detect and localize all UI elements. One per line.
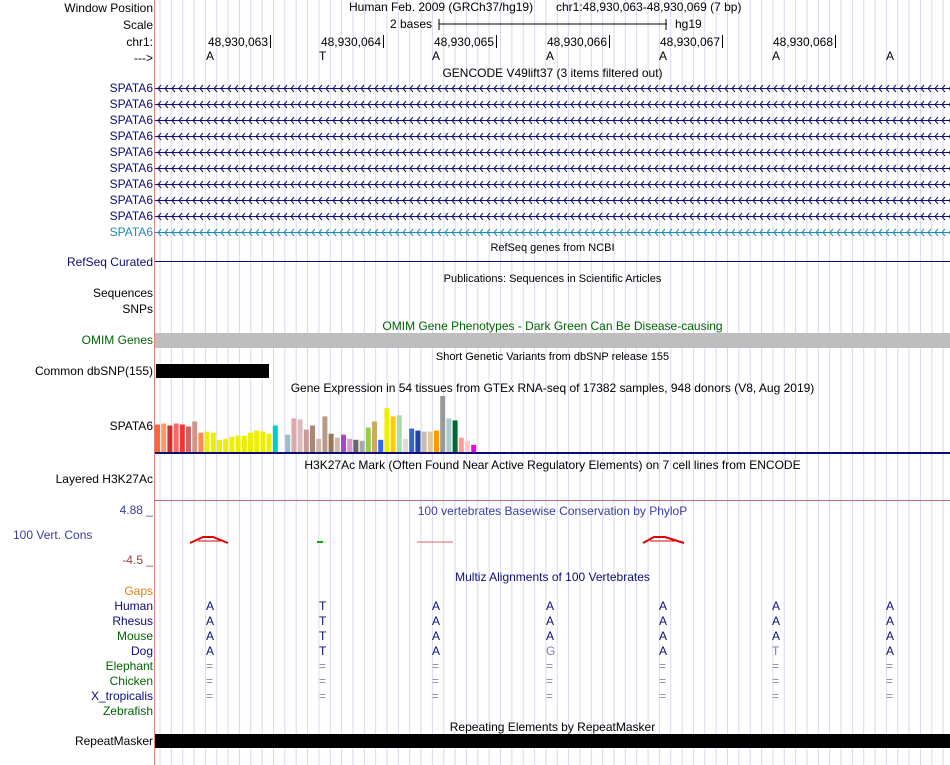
gencode-transcript-line[interactable]	[155, 164, 950, 173]
alignment-base: =	[659, 689, 667, 703]
phylop-max-label: 4.88 _	[119, 503, 153, 517]
gtex-tissue-bar[interactable]	[465, 441, 470, 452]
gtex-tissue-bar[interactable]	[459, 438, 464, 452]
gtex-tissue-bar[interactable]	[397, 415, 402, 452]
alignment-base: T	[772, 644, 780, 658]
refseq-curated-label[interactable]: RefSeq Curated	[66, 255, 153, 269]
alignment-base: T	[319, 599, 327, 613]
ruler-tick-label: 48,930,064	[320, 35, 381, 49]
dbsnp-title: Short Genetic Variants from dbSNP release 155	[435, 351, 670, 363]
gtex-tissue-bar[interactable]	[329, 434, 334, 452]
scale-bar	[438, 17, 668, 31]
omim-title: OMIM Gene Phenotypes - Dark Green Can Be Disease-causing	[382, 319, 723, 333]
alignment-base: A	[432, 614, 441, 628]
gtex-tissue-bar[interactable]	[347, 439, 352, 452]
gencode-transcript-line[interactable]	[155, 228, 950, 237]
ruler-tick-mark	[722, 35, 723, 48]
gtex-tissue-bar[interactable]	[440, 396, 445, 452]
ruler-tick-mark	[270, 35, 271, 48]
species-label[interactable]: Zebrafish	[102, 704, 153, 718]
alignment-base: =	[319, 659, 327, 673]
gencode-transcript-line[interactable]	[155, 180, 950, 189]
gencode-item-label[interactable]: SPATA6	[109, 81, 153, 95]
gtex-tissue-bar[interactable]	[291, 418, 296, 452]
alignment-base: =	[319, 674, 327, 688]
ruler-tick-mark	[609, 35, 610, 48]
gencode-item-label[interactable]: SPATA6	[109, 193, 153, 207]
gencode-transcript-line[interactable]	[155, 148, 950, 157]
gtex-tissue-bar[interactable]	[285, 435, 290, 452]
alignment-base: A	[206, 614, 215, 628]
refseq-title: RefSeq genes from NCBI	[490, 242, 615, 254]
alignment-base: =	[206, 689, 214, 703]
gtex-tissue-bar[interactable]	[310, 426, 315, 453]
repeatmasker-title: Repeating Elements by RepeatMasker	[449, 720, 656, 734]
gtex-tissue-bar[interactable]	[409, 429, 414, 452]
strand-label: --->	[134, 51, 153, 65]
alignment-base: =	[319, 689, 327, 703]
gtex-tissue-bar[interactable]	[335, 438, 340, 452]
gtex-tissue-bar[interactable]	[415, 431, 420, 452]
dbsnp-variant-bar[interactable]	[156, 364, 269, 378]
ruler-tick-mark	[383, 35, 384, 48]
repeatmasker-label[interactable]: RepeatMasker	[74, 734, 153, 748]
omim-genes-label[interactable]: OMIM Genes	[81, 333, 153, 347]
omim-phenotype-bar[interactable]	[155, 333, 950, 348]
scale-text: 2 bases	[390, 17, 433, 31]
h3k27ac-baseline	[155, 500, 950, 501]
alignment-base: A	[659, 599, 668, 613]
gencode-item-label[interactable]: SPATA6	[109, 161, 153, 175]
gencode-transcript-line[interactable]	[155, 100, 950, 109]
gtex-tissue-bar[interactable]	[378, 440, 383, 452]
gtex-spata6-label[interactable]: SPATA6	[109, 419, 153, 433]
multiz-title: Multiz Alignments of 100 Vertebrates	[455, 570, 650, 584]
gtex-tissue-bar[interactable]	[155, 425, 160, 453]
gtex-tissue-bar[interactable]	[391, 416, 396, 452]
gtex-tissue-bar[interactable]	[366, 428, 371, 452]
gencode-item-label[interactable]: SPATA6	[109, 209, 153, 223]
alignment-base: =	[659, 659, 667, 673]
gencode-item-label[interactable]: SPATA6	[109, 97, 153, 111]
gtex-tissue-bar[interactable]	[161, 424, 166, 453]
alignment-base: =	[546, 689, 554, 703]
alignment-base: T	[319, 614, 327, 628]
ruler-tick-label: 48,930,066	[546, 35, 607, 49]
reference-base: A	[659, 49, 668, 63]
alignment-base: =	[659, 674, 667, 688]
gtex-tissue-bar[interactable]	[384, 408, 389, 452]
gtex-tissue-bar[interactable]	[248, 433, 253, 452]
gtex-tissue-bar[interactable]	[186, 427, 191, 453]
alignment-base: A	[546, 614, 555, 628]
alignment-base: A	[886, 614, 895, 628]
alignment-base: A	[772, 614, 781, 628]
gtex-tissue-bar[interactable]	[341, 435, 346, 452]
sequences-label[interactable]: Sequences	[92, 286, 153, 300]
reference-base: A	[886, 49, 895, 63]
ruler-tick-label: 48,930,065	[433, 35, 494, 49]
reference-base: A	[206, 49, 215, 63]
alignment-base: A	[886, 644, 895, 658]
alignment-base: T	[319, 644, 327, 658]
gtex-tissue-bar[interactable]	[267, 434, 272, 452]
ruler-tick-label: 48,930,067	[659, 35, 720, 49]
gencode-item-label[interactable]: SPATA6	[109, 113, 153, 127]
ruler-tick-label: 48,930,063	[207, 35, 268, 49]
h3k27ac-title: H3K27Ac Mark (Often Found Near Active Regulatory Elements) on 7 cell lines from ENCODE	[304, 458, 801, 472]
scale-label: Scale	[122, 18, 153, 32]
gtex-title: Gene Expression in 54 tissues from GTEx RNA-seq of 17382 samples, 948 donors (V8, Aug 2019)	[290, 381, 815, 395]
alignment-base: =	[206, 674, 214, 688]
gencode-item-label[interactable]: SPATA6	[109, 225, 153, 239]
phylop-min-label: -4.5 _	[122, 553, 153, 567]
gtex-tissue-bar[interactable]	[428, 432, 433, 452]
alignment-base: A	[432, 644, 441, 658]
alignment-base: A	[546, 599, 555, 613]
alignment-base: A	[432, 629, 441, 643]
alignment-base: A	[432, 599, 441, 613]
gtex-tissue-bar[interactable]	[471, 445, 476, 452]
alignment-base: A	[206, 599, 215, 613]
alignment-base: A	[886, 629, 895, 643]
gencode-transcript-line[interactable]	[155, 196, 950, 205]
gtex-tissue-bar[interactable]	[260, 432, 265, 452]
gtex-tissue-bar[interactable]	[353, 440, 358, 452]
gtex-tissue-bar[interactable]	[180, 425, 185, 453]
species-label[interactable]: X_tropicalis	[90, 689, 153, 703]
gencode-title: GENCODE V49lift37 (3 items filtered out)	[442, 66, 663, 80]
alignment-base: =	[546, 674, 554, 688]
species-label[interactable]: Human	[114, 599, 153, 613]
gtex-tissue-bar[interactable]	[167, 426, 172, 453]
alignment-base: A	[772, 599, 781, 613]
gencode-item-label[interactable]: SPATA6	[109, 129, 153, 143]
alignment-base: =	[886, 659, 894, 673]
window-position-label: Window Position	[64, 1, 153, 15]
gtex-tissue-bar[interactable]	[254, 431, 259, 452]
gtex-tissue-bar[interactable]	[211, 433, 216, 452]
layered-h3k27ac-label[interactable]: Layered H3K27Ac	[55, 472, 153, 486]
ruler-tick-mark	[496, 35, 497, 48]
alignment-base: A	[206, 629, 215, 643]
species-label[interactable]: Dog	[130, 644, 153, 658]
gtex-tissue-bar[interactable]	[229, 437, 234, 452]
gencode-item-label[interactable]: SPATA6	[109, 145, 153, 159]
alignment-base: =	[886, 674, 894, 688]
alignment-base: A	[772, 629, 781, 643]
alignment-base: =	[206, 659, 214, 673]
gencode-transcript-line[interactable]	[155, 84, 950, 93]
species-label[interactable]: Chicken	[109, 674, 153, 688]
alignment-base: =	[772, 674, 780, 688]
alignment-base: =	[432, 674, 440, 688]
track-data-area[interactable]	[155, 0, 950, 765]
alignment-base: A	[659, 629, 668, 643]
common-dbsnp-label[interactable]: Common dbSNP(155)	[34, 364, 153, 378]
repeatmasker-element-bar[interactable]	[155, 734, 950, 748]
scale-db: hg19	[675, 17, 702, 31]
reference-base: A	[772, 49, 781, 63]
gtex-tissue-bar[interactable]	[223, 439, 228, 452]
reference-base: A	[546, 49, 555, 63]
alignment-base: =	[546, 659, 554, 673]
reference-base: T	[319, 49, 327, 63]
snps-label[interactable]: SNPs	[122, 302, 153, 316]
alignment-base: A	[546, 629, 555, 643]
ruler-tick-label: 48,930,068	[772, 35, 833, 49]
vert-cons-label[interactable]: 100 Vert. Cons	[13, 528, 93, 542]
gtex-tissue-bar[interactable]	[372, 422, 377, 453]
gtex-expression-chart[interactable]	[155, 395, 950, 455]
gaps-label: Gaps	[124, 584, 153, 598]
gtex-tissue-bar[interactable]	[403, 439, 408, 452]
alignment-base: =	[772, 689, 780, 703]
gtex-tissue-bar[interactable]	[174, 424, 179, 453]
alignment-base: A	[659, 644, 668, 658]
gtex-tissue-bar[interactable]	[242, 436, 247, 452]
gtex-tissue-bar[interactable]	[198, 433, 203, 452]
gtex-tissue-bar[interactable]	[217, 440, 222, 452]
species-label[interactable]: Mouse	[116, 629, 153, 643]
species-label[interactable]: Elephant	[105, 659, 153, 673]
gtex-tissue-bar[interactable]	[322, 416, 327, 452]
gtex-tissue-bar[interactable]	[422, 432, 427, 452]
gtex-tissue-bar[interactable]	[434, 431, 439, 452]
alignment-base: A	[886, 599, 895, 613]
gencode-transcript-line[interactable]	[155, 132, 950, 141]
alignment-base: =	[432, 659, 440, 673]
phylop-title: 100 vertebrates Basewise Conservation by PhyloP	[417, 504, 688, 518]
alignment-base: =	[886, 689, 894, 703]
phylop-signal[interactable]	[155, 534, 950, 548]
gencode-transcript-line[interactable]	[155, 212, 950, 221]
alignment-base: G	[546, 644, 556, 658]
gtex-tissue-bar[interactable]	[453, 420, 458, 452]
alignment-base: =	[432, 689, 440, 703]
gencode-item-label[interactable]: SPATA6	[109, 177, 153, 191]
alignment-base: A	[206, 644, 215, 658]
track-labels-column	[0, 0, 155, 765]
reference-base: A	[432, 49, 441, 63]
position-text: chr1:48,930,063-48,930,069 (7 bp)	[556, 0, 742, 14]
refseq-gene-line[interactable]	[155, 261, 950, 262]
ruler-tick-mark	[835, 35, 836, 48]
assembly-title: Human Feb. 2009 (GRCh37/hg19)	[349, 0, 534, 14]
gtex-tissue-bar[interactable]	[316, 439, 321, 452]
gtex-tissue-bar[interactable]	[446, 418, 451, 452]
gtex-tissue-bar[interactable]	[236, 436, 241, 452]
publications-title: Publications: Sequences in Scientific Articles	[443, 273, 662, 285]
alignment-base: T	[319, 629, 327, 643]
gtex-tissue-bar[interactable]	[273, 426, 278, 453]
chromosome-label: chr1:	[126, 35, 153, 49]
species-label[interactable]: Rhesus	[112, 614, 153, 628]
alignment-base: A	[659, 614, 668, 628]
gencode-transcript-line[interactable]	[155, 116, 950, 125]
gtex-tissue-bar[interactable]	[304, 430, 309, 452]
alignment-base: =	[772, 659, 780, 673]
gtex-tissue-bar[interactable]	[298, 419, 303, 452]
gtex-tissue-bar[interactable]	[205, 432, 210, 452]
gtex-tissue-bar[interactable]	[192, 422, 197, 453]
gtex-tissue-bar[interactable]	[360, 441, 365, 452]
